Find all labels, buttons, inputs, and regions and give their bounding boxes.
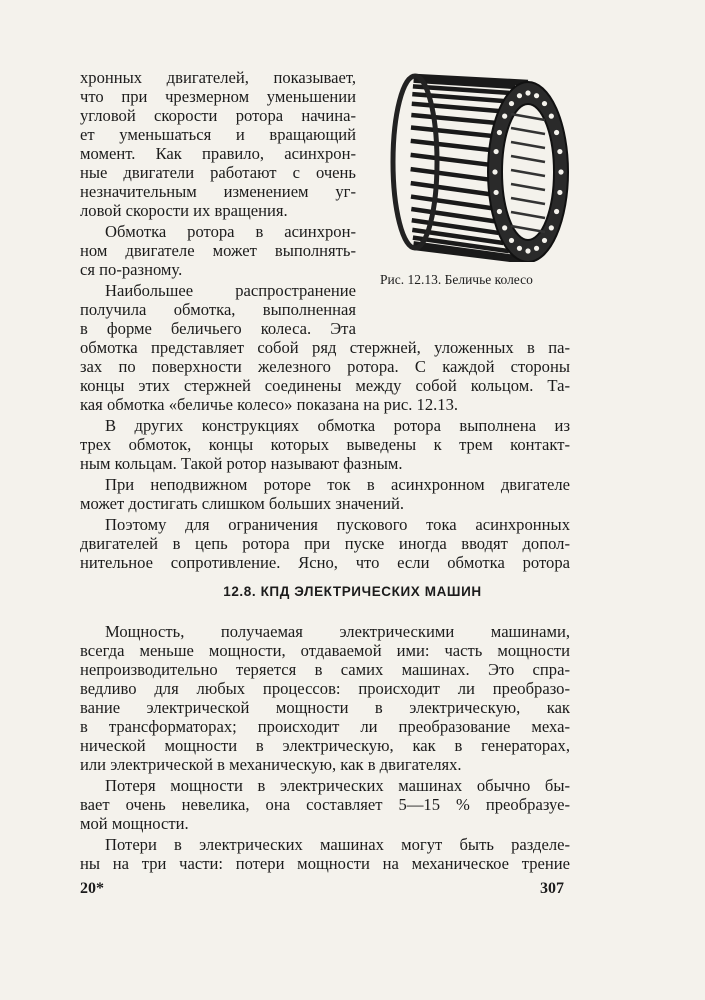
ring-hole [509, 101, 514, 106]
cage-bar [412, 104, 499, 111]
text-line: кая обмотка «беличье колесо» показана на рис. 12.13. [80, 395, 459, 414]
text-line: непроизводительно теряется в самих машинах. Это спра- [80, 660, 570, 679]
page-number: 307 [540, 880, 564, 897]
text-line: или электрической в механическую, как в двигателях. [80, 755, 462, 774]
text-line: угловой скорости ротора начина- [80, 106, 356, 125]
text-line: Мощность, получаемая электрическими машинами, [105, 622, 570, 641]
text-line: Обмотка ротора в асинхрон- [105, 222, 356, 241]
text-line: Поэтому для ограничения пускового тока асинхронных [105, 515, 570, 534]
text-line: При неподвижном роторе ток в асинхронном двигателе [105, 475, 570, 494]
ring-hole [549, 225, 554, 230]
text-line: может достигать слишком больших значений. [80, 494, 405, 513]
text-line: ные двигатели работают с очень [80, 163, 356, 182]
text-line: нительное сопротивление. Ясно, что если обмотка ротора [80, 553, 570, 572]
ring-hole [494, 190, 499, 195]
text-line: нической мощности в электрическую, как в генераторах, [80, 736, 570, 755]
ring-hole [554, 130, 559, 135]
cage-bar [411, 127, 491, 135]
text-line: обмотка представляет собой ряд стержней, уложенных в па- [80, 338, 570, 357]
text-line: двигателей в цепь ротора при пуске иногда вводят допол- [80, 534, 570, 553]
text-line: что при чрезмерном уменьшении [80, 87, 356, 106]
text-line: в трансформаторах; происходит ли преобразование меха- [80, 717, 570, 736]
ring-hole [494, 149, 499, 154]
text-line: мой мощности. [80, 814, 189, 833]
ring-hole [497, 209, 502, 214]
ring-hole [534, 246, 539, 251]
text-line: Потери в электрических машинах могут быть разделе- [105, 835, 570, 854]
text-line: вание электрической мощности в электрическую, как [80, 698, 570, 717]
ring-hole [502, 114, 507, 119]
text-line: момент. Как правило, асинхрон- [80, 144, 356, 163]
text-line: в форме беличьего колеса. Эта [80, 319, 356, 338]
text-line: ном двигателе может выполнять- [80, 241, 356, 260]
ring-hole [554, 209, 559, 214]
text-line: вает очень невелика, она составляет 5—15 % преобразуе- [80, 795, 570, 814]
ring-hole [558, 169, 563, 174]
text-line: хронных двигателей, показывает, [80, 68, 356, 87]
text-line: незначительным изменением уг- [80, 182, 356, 201]
ring-hole [542, 101, 547, 106]
text-line: концы этих стержней соединены между собой кольцом. Та- [80, 376, 570, 395]
figure-caption: Рис. 12.13. Беличье колесо [380, 272, 533, 287]
ring-hole [502, 225, 507, 230]
ring-hole [517, 246, 522, 251]
section-heading: 12.8. КПД ЭЛЕКТРИЧЕСКИХ МАШИН [223, 584, 482, 599]
cage-bar [411, 169, 489, 179]
text-line: всегда меньше мощности, отдаваемой ими: часть мощности [80, 641, 570, 660]
text-line: получила обмотка, выполненная [80, 300, 356, 319]
text-line: ведливо для любых процессов: происходит ли преобразо- [80, 679, 570, 698]
ring-hole [557, 190, 562, 195]
ring-hole [525, 248, 530, 253]
cage-bar [411, 209, 494, 221]
ring-hole [534, 93, 539, 98]
ring-hole [525, 90, 530, 95]
cage-bar [412, 94, 503, 101]
text-line: зах по поверхности железного ротора. С каждой стороны [80, 357, 570, 376]
text-line: Потеря мощности в электрических машинах обычно бы- [105, 776, 570, 795]
text-line: трех обмоток, концы которых выведены к трем контакт- [80, 435, 570, 454]
ring-hole [497, 130, 502, 135]
signature-mark: 20* [80, 880, 104, 897]
ring-hole [517, 93, 522, 98]
cage-bar [411, 141, 489, 150]
text-line: ловой скорости их вращения. [80, 201, 288, 220]
cage-bar [411, 115, 494, 123]
ring-hole [542, 238, 547, 243]
ring-hole [509, 238, 514, 243]
text-line: В других конструкциях обмотка ротора выполнена из [105, 416, 570, 435]
ring-hole [492, 169, 497, 174]
cage-bar [411, 155, 489, 165]
cage-bar [411, 183, 489, 194]
ring-hole [557, 149, 562, 154]
ring-hole [549, 114, 554, 119]
text-line: ся по-разному. [80, 260, 183, 279]
squirrel-cage-icon [383, 62, 573, 262]
text-line: Наибольшее распространение [105, 281, 356, 300]
text-line: ет уменьшаться и вращающий [80, 125, 356, 144]
text-line: ны на три части: потери мощности на механическое трение [80, 854, 570, 873]
cage-bar [411, 197, 491, 209]
text-line: ным кольцам. Такой ротор называют фазным. [80, 454, 403, 473]
